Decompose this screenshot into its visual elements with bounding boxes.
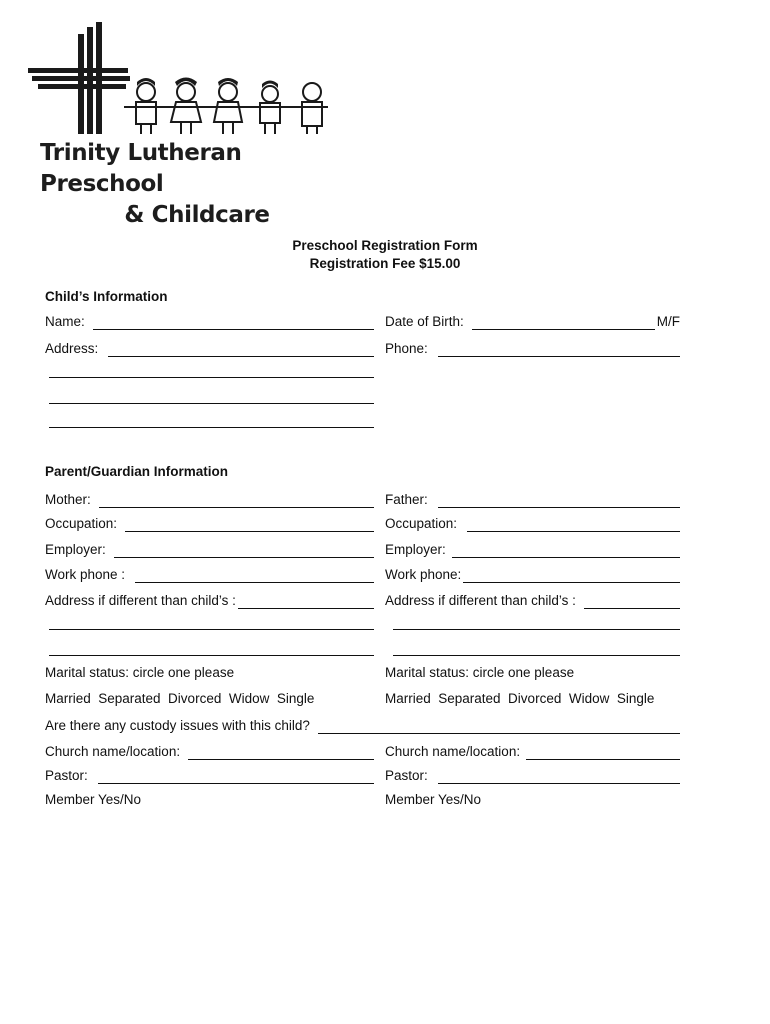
mother-marital-options[interactable]: Married Separated Divorced Widow Single <box>45 691 315 706</box>
father-work-phone-line[interactable] <box>463 568 680 583</box>
child-phone-line[interactable] <box>438 342 680 357</box>
brand-line2: & Childcare <box>124 202 270 228</box>
child-address-line-4[interactable] <box>49 426 374 428</box>
brand-name <box>40 138 350 231</box>
father-pastor-line[interactable] <box>438 769 680 784</box>
mother-work-phone-field[interactable] <box>45 565 374 583</box>
mother-employer-line[interactable] <box>114 543 374 558</box>
mother-pastor-label: Pastor: <box>45 768 88 783</box>
child-name-label: Name: <box>45 314 85 329</box>
child-name-field[interactable] <box>45 312 374 330</box>
mother-church-line[interactable] <box>188 745 374 760</box>
child-info-heading: Child’s Information <box>45 289 168 304</box>
child-name-line[interactable] <box>93 315 374 330</box>
father-address-line[interactable] <box>584 594 680 609</box>
mother-label: Mother: <box>45 492 91 507</box>
mother-church-field[interactable] <box>45 742 374 760</box>
child-address-line[interactable] <box>108 342 374 357</box>
child-address-label: Address: <box>45 341 99 356</box>
father-marital-options[interactable]: Married Separated Divorced Widow Single <box>385 691 655 706</box>
custody-field[interactable] <box>45 716 680 734</box>
father-employer-field[interactable] <box>385 540 680 558</box>
dob-label: Date of Birth: <box>385 314 464 329</box>
mother-church-label: Church name/location: <box>45 744 181 759</box>
father-church-label: Church name/location: <box>385 744 521 759</box>
father-address-field[interactable] <box>385 591 680 609</box>
custody-label: Are there any custody issues with this child? <box>45 718 310 733</box>
mother-employer-field[interactable] <box>45 540 374 558</box>
mother-address-line-2[interactable] <box>49 628 374 630</box>
dob-line[interactable] <box>472 315 655 330</box>
mother-marital-label: Marital status: circle one please <box>45 665 235 680</box>
father-address-line-3[interactable] <box>393 654 680 656</box>
parent-info-heading: Parent/Guardian Information <box>45 464 229 479</box>
father-occupation-label: Occupation: <box>385 516 458 531</box>
father-label: Father: <box>385 492 428 507</box>
father-occupation-line[interactable] <box>467 517 680 532</box>
mother-address-line[interactable] <box>238 594 374 609</box>
child-address-line-2[interactable] <box>49 376 374 378</box>
dob-field[interactable] <box>385 312 680 330</box>
father-field[interactable] <box>385 490 680 508</box>
father-employer-line[interactable] <box>452 543 680 558</box>
mother-pastor-field[interactable] <box>45 766 374 784</box>
mother-member-label[interactable]: Member Yes/No <box>45 792 142 807</box>
father-church-field[interactable] <box>385 742 680 760</box>
father-occupation-field[interactable] <box>385 514 680 532</box>
father-work-phone-field[interactable] <box>385 565 680 583</box>
mother-occupation-label: Occupation: <box>45 516 118 531</box>
mother-occupation-field[interactable] <box>45 514 374 532</box>
father-work-phone-label: Work phone: <box>385 567 462 582</box>
mother-pastor-line[interactable] <box>98 769 374 784</box>
father-line[interactable] <box>438 493 680 508</box>
child-address-field[interactable] <box>45 339 374 357</box>
mother-address-field[interactable] <box>45 591 374 609</box>
child-phone-field[interactable] <box>385 339 680 357</box>
mother-address-label: Address if different than child’s : <box>45 593 236 608</box>
father-marital-label: Marital status: circle one please <box>385 665 575 680</box>
mother-occupation-line[interactable] <box>125 517 374 532</box>
child-address-line-3[interactable] <box>49 402 374 404</box>
father-pastor-field[interactable] <box>385 766 680 784</box>
dob-sex-suffix: M/F <box>656 314 680 329</box>
father-address-line-2[interactable] <box>393 628 680 630</box>
mother-field[interactable] <box>45 490 374 508</box>
father-employer-label: Employer: <box>385 542 446 557</box>
father-member-label[interactable]: Member Yes/No <box>385 792 482 807</box>
mother-line[interactable] <box>99 493 374 508</box>
father-church-line[interactable] <box>526 745 680 760</box>
child-phone-label: Phone: <box>385 341 428 356</box>
mother-employer-label: Employer: <box>45 542 106 557</box>
registration-fee: Registration Fee $15.00 <box>309 256 461 271</box>
mother-address-line-3[interactable] <box>49 654 374 656</box>
father-pastor-label: Pastor: <box>385 768 428 783</box>
mother-work-phone-label: Work phone : <box>45 567 126 582</box>
mother-work-phone-line[interactable] <box>135 568 374 583</box>
father-address-label: Address if different than child’s : <box>385 593 576 608</box>
form-title: Preschool Registration Form <box>292 238 478 253</box>
custody-line[interactable] <box>318 719 680 734</box>
brand-line1: Trinity Lutheran Preschool <box>40 140 242 197</box>
